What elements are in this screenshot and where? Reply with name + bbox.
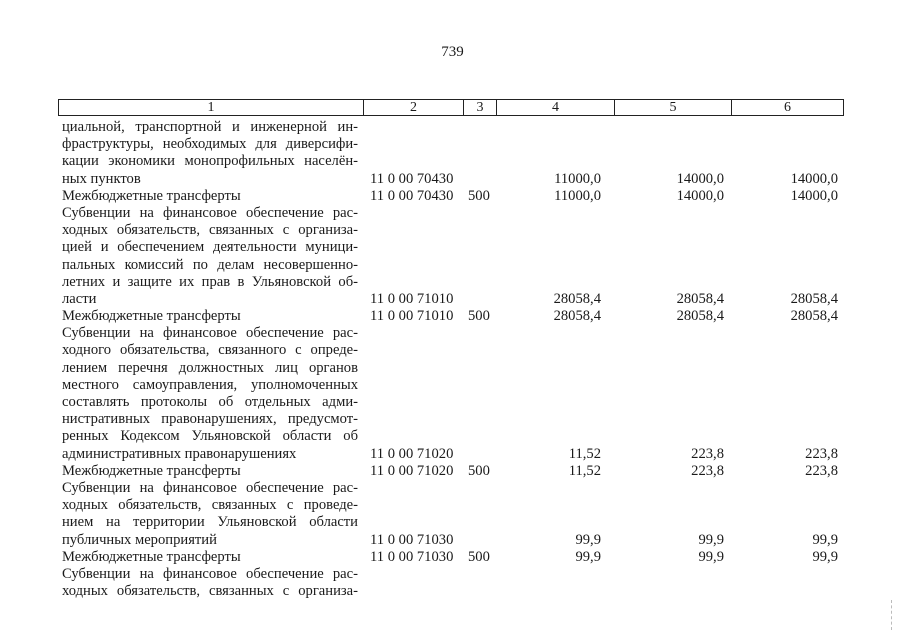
row-description: фраструктуры, необходимых для диверсифи- [62, 136, 358, 153]
table-row [62, 411, 852, 428]
table-row [62, 566, 852, 583]
row-description: летних и защите их прав в Ульяновской об- [62, 273, 358, 290]
table-row [62, 274, 852, 291]
row-code: 11 0 00 71010 [370, 308, 454, 325]
row-description: лением перечня должностных лиц органов [62, 359, 358, 376]
row-description: Субвенции на финансовое обеспечение рас- [62, 204, 358, 221]
row-description: ласти [62, 290, 97, 307]
row-value-col4: 99,9 [575, 548, 601, 565]
table-row [62, 325, 852, 342]
table-header [58, 99, 844, 116]
row-description: пальных комиссий по делам несовершенно- [62, 256, 358, 273]
row-value-col5: 99,9 [698, 531, 724, 548]
row-description: Межбюджетные трансферты [62, 548, 241, 565]
table-row [62, 360, 852, 377]
row-description: нием на территории Ульяновской области [62, 514, 358, 531]
row-value-col5: 28058,4 [676, 308, 724, 325]
row-value-col6: 99,9 [812, 548, 838, 565]
table-row [62, 480, 852, 497]
row-expense-type: 500 [468, 548, 490, 565]
table-body [62, 119, 852, 600]
page-number: 739 [441, 44, 464, 60]
row-value-col6: 28058,4 [790, 308, 838, 325]
row-value-col6: 28058,4 [790, 290, 838, 307]
table-row [62, 153, 852, 170]
row-code: 11 0 00 70430 [370, 187, 454, 204]
row-description: местного самоуправления, уполномоченных [62, 376, 358, 393]
row-description: ных пунктов [62, 170, 141, 187]
row-description: Межбюджетные трансферты [62, 308, 241, 325]
row-expense-type: 500 [468, 187, 490, 204]
row-description: Субвенции на финансовое обеспечение рас- [62, 479, 358, 496]
row-value-col5: 14000,0 [676, 170, 724, 187]
row-description: Межбюджетные трансферты [62, 187, 241, 204]
row-value-col4: 11000,0 [554, 187, 601, 204]
row-description: ренных Кодексом Ульяновской области об [62, 428, 358, 445]
table-row [62, 291, 852, 308]
table-row [62, 119, 852, 136]
row-description: Субвенции на финансовое обеспечение рас- [62, 325, 358, 342]
row-description: кации экономики монопрофильных населён- [62, 153, 358, 170]
table-row [62, 428, 852, 445]
table-row [62, 514, 852, 531]
row-description: административных правонарушениях [62, 445, 297, 462]
row-value-col5: 99,9 [698, 548, 724, 565]
row-value-col5: 223,8 [691, 462, 724, 479]
row-description: составлять протоколы об отдельных адми- [62, 394, 358, 410]
table-row [62, 308, 852, 325]
row-value-col4: 28058,4 [553, 290, 601, 307]
row-value-col6: 14000,0 [790, 170, 838, 187]
row-description: Межбюджетные трансферты [62, 462, 241, 479]
table-row [62, 583, 852, 600]
column-header-2: 2 [364, 100, 464, 115]
row-value-col5: 14000,0 [676, 187, 724, 204]
table-row [62, 188, 852, 205]
row-code: 11 0 00 71010 [370, 290, 454, 307]
table-row [62, 136, 852, 153]
row-description: ходных обязательств, связанных с организа- [62, 222, 358, 239]
table-row [62, 222, 852, 239]
row-value-col4: 11,52 [568, 462, 601, 479]
column-header-4: 4 [497, 100, 615, 115]
column-header-3: 3 [464, 100, 497, 115]
row-value-col4: 99,9 [575, 531, 601, 548]
row-value-col6: 14000,0 [790, 187, 838, 204]
row-value-col5: 28058,4 [676, 290, 724, 307]
row-value-col4: 11,52 [568, 445, 601, 462]
row-description: публичных мероприятий [62, 531, 217, 548]
table-row [62, 239, 852, 256]
table-row [62, 497, 852, 514]
table-row [62, 549, 852, 566]
row-code: 11 0 00 70430 [370, 170, 454, 187]
table-row [62, 171, 852, 188]
row-description: циальной, транспортной и инженерной ин- [62, 119, 358, 135]
table-row [62, 342, 852, 359]
table-row [62, 463, 852, 480]
table-row [62, 377, 852, 394]
row-description: нистративных правонарушениях, предусмот- [62, 411, 358, 428]
table-row [62, 532, 852, 549]
row-code: 11 0 00 71030 [370, 548, 454, 565]
column-header-6: 6 [784, 100, 791, 115]
row-description: цией и обеспечением деятельности муници- [62, 239, 358, 256]
row-value-col5: 223,8 [691, 445, 724, 462]
column-header-1: 1 [59, 100, 364, 115]
row-code: 11 0 00 71030 [370, 531, 454, 548]
table-row [62, 257, 852, 274]
row-description: ходного обязательства, связанного с опреде- [62, 342, 358, 359]
table-row [62, 446, 852, 463]
column-header-5: 5 [615, 100, 732, 115]
row-value-col6: 223,8 [805, 462, 838, 479]
scan-fold-mark [891, 600, 893, 630]
row-description: Субвенции на финансовое обеспечение рас- [62, 565, 358, 582]
row-description: ходных обязательств, связанных с проведе- [62, 497, 358, 514]
row-value-col4: 11000,0 [554, 170, 601, 187]
row-value-col6: 223,8 [805, 445, 838, 462]
table-row [62, 394, 852, 411]
row-value-col6: 99,9 [812, 531, 838, 548]
row-expense-type: 500 [468, 462, 490, 479]
row-code: 11 0 00 71020 [370, 445, 454, 462]
row-code: 11 0 00 71020 [370, 462, 454, 479]
row-value-col4: 28058,4 [553, 308, 601, 325]
table-row [62, 205, 852, 222]
row-description: ходных обязательств, связанных с организа- [62, 583, 358, 600]
row-expense-type: 500 [468, 308, 490, 325]
